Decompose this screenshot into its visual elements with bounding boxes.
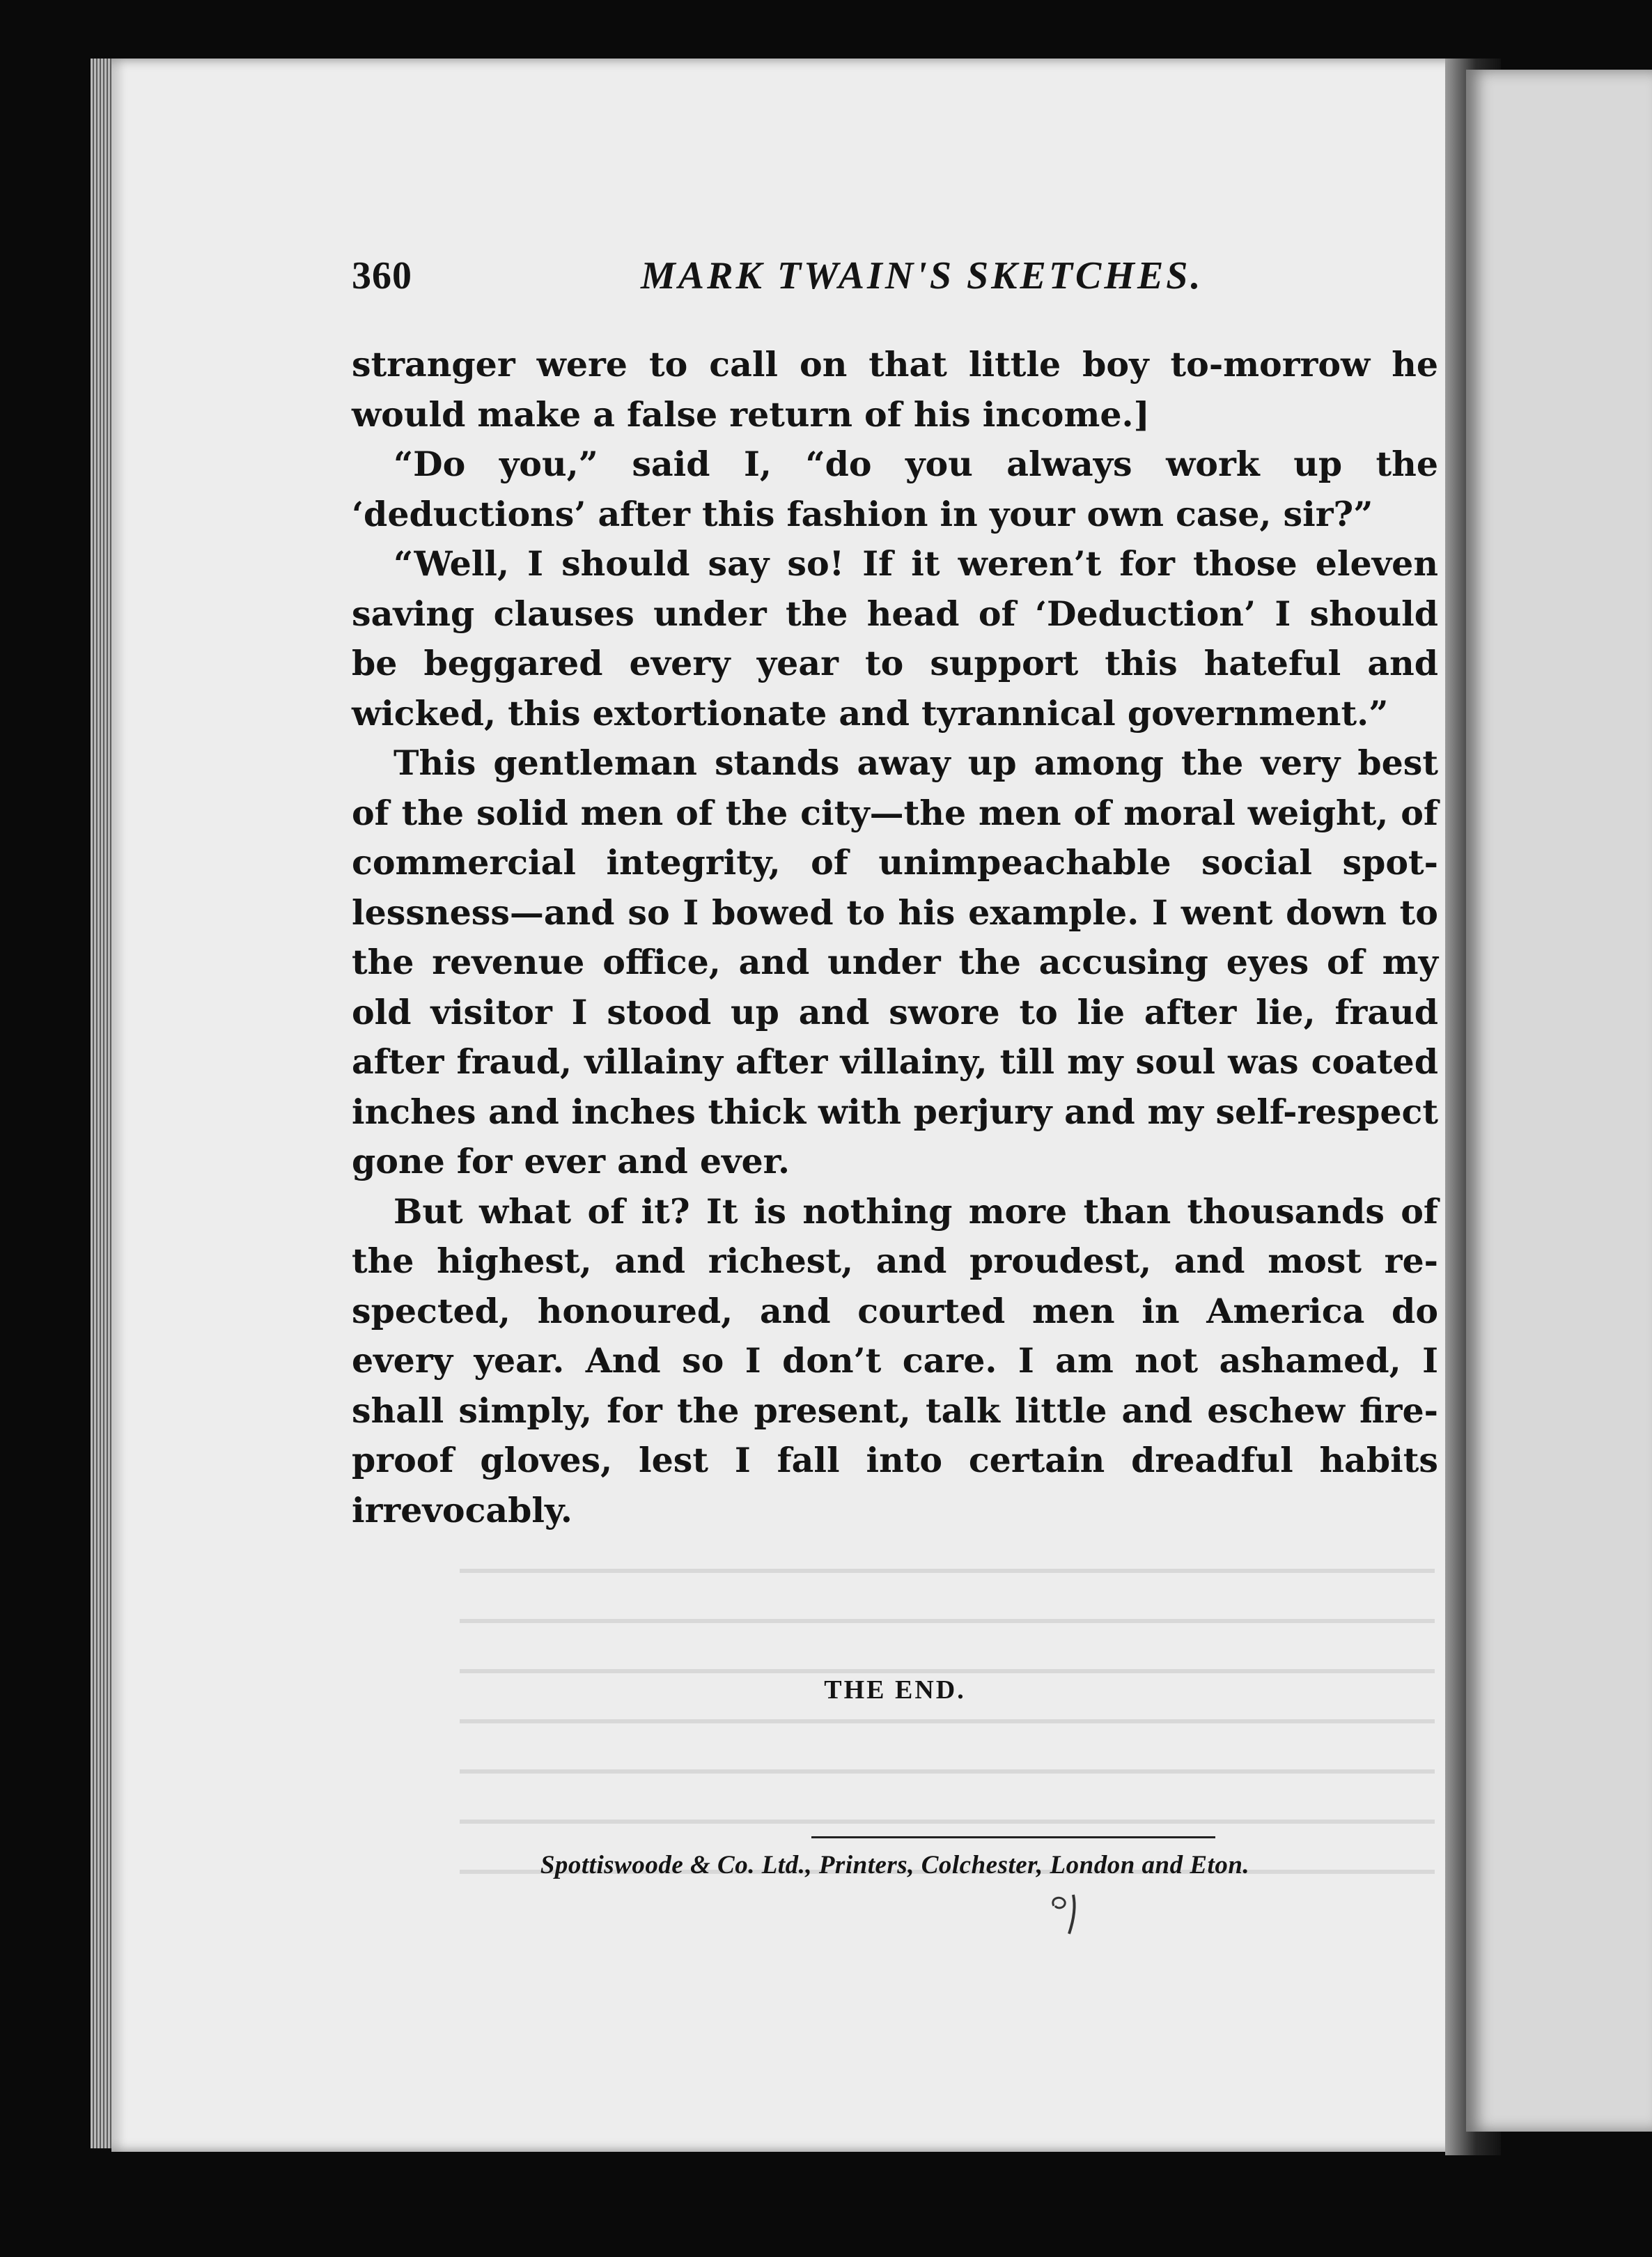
facing-page-edge	[1466, 70, 1652, 2132]
running-title: MARK TWAIN'S SKETCHES.	[641, 254, 1203, 297]
printer-imprint: Spottiswoode & Co. Ltd., Printers, Colchester, London and Eton.	[540, 1851, 1250, 1879]
paragraph: “Well, I should say so! If it weren’t for those eleven saving clauses under the head of ‘Deduction’ I should be beggared every year to support this hateful and wicked, this extortionate and tyrannical government.”	[352, 543, 1438, 734]
the-end-heading: THE END.	[824, 1675, 966, 1705]
imprint-rule	[811, 1836, 1215, 1838]
body-text	[352, 340, 1438, 1535]
paragraph: But what of it? It is nothing more than thousands of the highest, and richest, and proudest, and most re-spected, honoured, and courted men in America do every year. And so I don’t care. I am not ashamed, I shall simply, for the present, talk little and eschew fire-proof gloves, lest I fall into certain dreadful habits irrevocably.	[352, 1190, 1438, 1530]
book-page	[111, 59, 1487, 2152]
running-head	[352, 254, 1438, 309]
pencil-annotation-mark	[1048, 1891, 1090, 1939]
paragraph: stranger were to call on that little boy to-morrow he would make a false return of his income.]	[352, 344, 1438, 435]
page-number: 360	[352, 254, 412, 297]
paragraph: “Do you,” said I, “do you always work up the ‘deductions’ after this fashion in your own case, sir?”	[352, 444, 1438, 534]
paragraph: This gentleman stands away up among the very best of the solid men of the city—the men of moral weight, of commercial integrity, of unimpeachable social spot-lessness—and so I bowed to his example. I went down to the revenue office, and under the accusing eyes of my old visitor I stood up and swore to lie after lie, fraud after fraud, villainy after villainy, till my soul was coated inches and inches thick with perjury and my self-respect gone for ever and ever.	[352, 743, 1438, 1181]
